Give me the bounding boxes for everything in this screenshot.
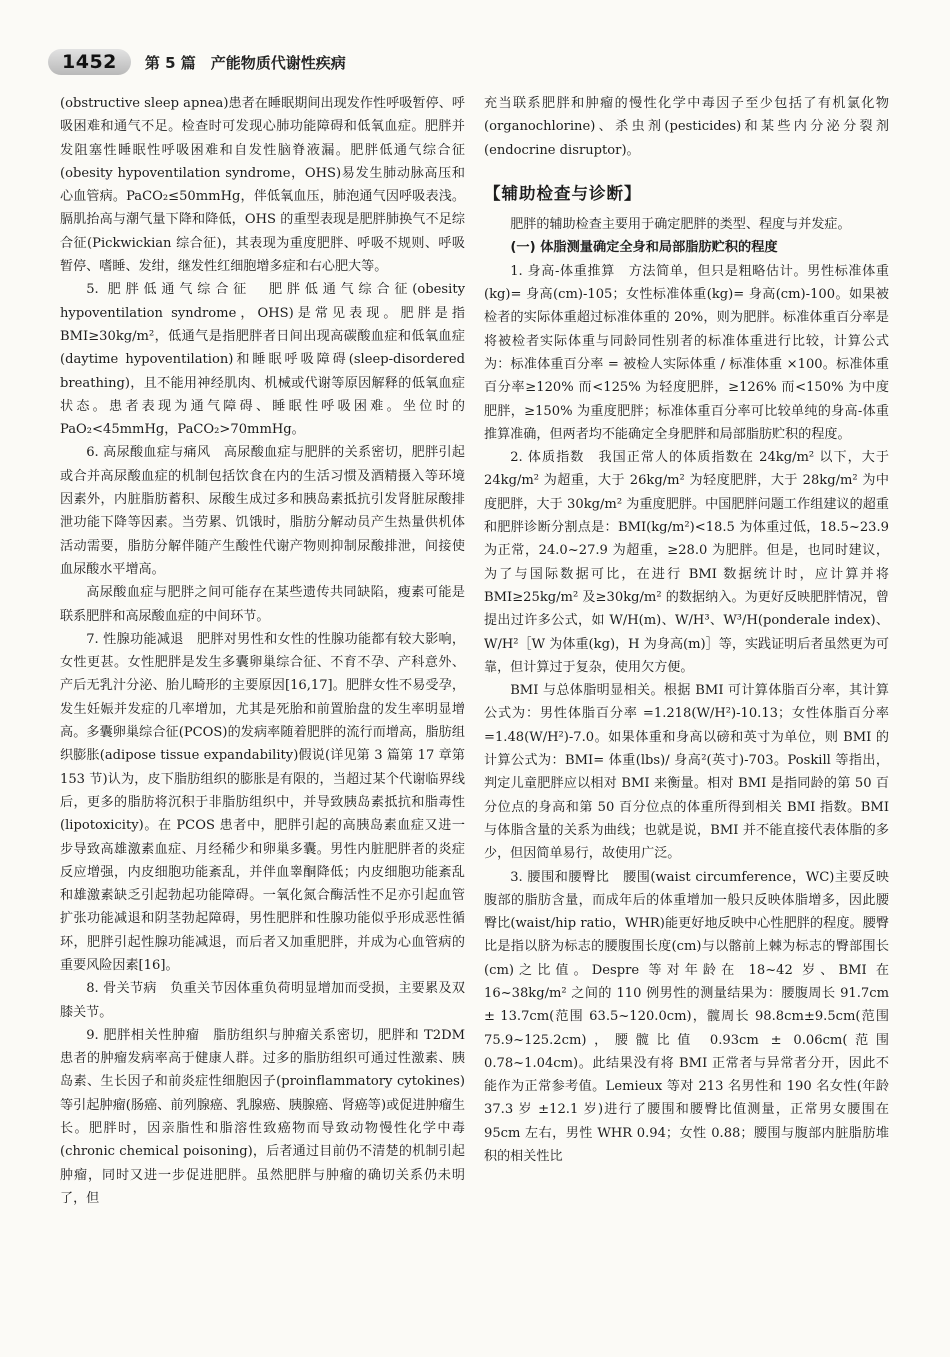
paragraph: 6. 高尿酸血症与痛风 高尿酸血症与肥胖的关系密切，肥胖引起或合并高尿酸血症的机制包括饮食在内的生活习惯及酒精摄入等环境因素外，内脏脂肪蓄积、尿酸生成过多和胰岛素抵抗引发肾脏尿酸排泄功能下降等因素。当劳累、饥饿时，脂肪分解动员产生热量供机体活动需要，脂肪分解伴随产生酸性代谢产物则抑制尿酸排泄，间接使血尿酸水平增高。	[60, 445, 465, 577]
paragraph: (obstructive sleep apnea)患者在睡眠期间出现发作性呼吸暂停、呼吸困难和通气不足。检查时可发现心肺功能障碍和低氧血症。肥胖并发阻塞性睡眠性呼吸困难和自发性脑脊液漏。肥胖低通气综合征(obesity hypoventilation syndrome，OHS)易发生肺动脉高压和心血管病。PaCO₂≤50mmHg，伴低氧血压，肺泡通气因呼吸表浅。膈肌抬高与潮气量下降和降低，OHS 的重型表现是肥胖肺换气不足综合征(Pickwickian 综合征)，其表现为重度肥胖、呼吸不规则、呼吸暂停、嗜睡、发绀，继发性红细胞增多症和右心肥大等。	[60, 96, 465, 275]
right-column	[484, 92, 889, 1168]
paragraph: 8. 骨关节病 负重关节因体重负荷明显增加而受损，主要累及双膝关节。	[60, 981, 465, 1020]
section-title: 【辅助检查与诊断】	[484, 183, 642, 203]
paragraph: 9. 肥胖相关性肿瘤 脂肪组织与肿瘤关系密切，肥胖和 T2DM 患者的肿瘤发病率高于健康人群。过多的脂肪组织可通过性激素、胰岛素、生长因子和前炎症性细胞因子(proinflammatory cytokines)等引起肿瘤(肠癌、前列腺癌、乳腺癌、胰腺癌、肾癌等)或促进肿瘤生长。肥胖时，因亲脂性和脂溶性致癌物而导致动物慢性化学中毒(chronic chemical poisoning)，后者通过目前仍不清楚的机制引起肿瘤，同时又进一步促进肥胖。虽然肥胖与肿瘤的确切关系仍未明了，但	[60, 1027, 465, 1206]
page-number: 1452	[48, 49, 131, 75]
paragraph: 1. 身高-体重推算 方法简单，但只是粗略估计。男性标准体重(kg)= 身高(cm)-105；女性标准体重(kg)= 身高(cm)-100。如果被检者的实际体重超过标准体重的 20%，则为肥胖。标准体重百分率是将被检者实际体重与同龄同性别者的标准体重进行比较，计算公式为：标准体重百分率 = 被检人实际体重 / 标准体重 ×100。标准体重百分率≥120% 而<125% 为轻度肥胖，≥126% 而<150% 为中度肥胖，≥150% 为重度肥胖；标准体重百分率可比较单纯的身高-体重推算准确，但两者均不能确定全身肥胖和局部脂肪贮积的程度。	[484, 263, 889, 442]
paragraph: 3. 腰围和腰臀比 腰围(waist circumference，WC)主要反映腹部的脂肪含量，而成年后的体重增加一般只反映体脂增多，因此腰臀比(waist/hip ratio，WHR)能更好地反映中心性肥胖的程度。腰臀比是指以脐为标志的腰腹围长度(cm)与以髂前上棘为标志的臀部围长(cm)之比值。Despre 等对年龄在 18~42 岁、BMI 在 16~38kg/m² 之间的 110 例男性的测量结果为：腰腹周长 91.7cm ± 13.7cm(范围 63.5~120.0cm)，髋周长 98.8cm±9.5cm(范围 75.9~125.2cm)，腰髋比值 0.93cm ± 0.06cm(范围 0.78~1.04cm)。此结果没有将 BMI 正常者与异常者分开，因此不能作为正常参考值。Lemieux 等对 213 名男性和 190 名女性(年龄 37.3 岁 ±12.1 岁)进行了腰围和腰臀比值测量，正常男女腰围在 95cm 左右，男性 WHR 0.94；女性 0.88；腰围与腹部内脏脂肪堆积的相关性比	[484, 869, 889, 1165]
left-column	[60, 92, 465, 1210]
paragraph: 高尿酸血症与肥胖之间可能存在某些遗传共同缺陷，瘦素可能是联系肥胖和高尿酸血症的中间环节。	[60, 585, 465, 624]
paragraph: 7. 性腺功能减退 肥胖对男性和女性的性腺功能都有较大影响，女性更甚。女性肥胖是发生多囊卵巢综合征、不育不孕、产科意外、产后无乳汁分泌、胎儿畸形的主要原因[16,17]。肥胖女性不易受孕，发生妊娠并发症的几率增加，尤其是死胎和前置胎盘的发生率明显增高。多囊卵巢综合征(PCOS)的发病率随着肥胖的流行而增高，脂肪组织膨胀(adipose tissue expandability)假说(详见第 3 篇第 17 章第 153 节)认为，皮下脂肪组织的膨胀是有限的，当超过某个代谢临界线后，更多的脂肪将沉积于非脂肪组织中，并导致胰岛素抵抗和脂毒性(lipotoxicity)。在 PCOS 患者中，肥胖引起的高胰岛素血症又进一步导致高雄激素血症、月经稀少和卵巢多囊。男性内脏肥胖者的炎症反应增强，内皮细胞功能紊乱，并伴血睾酮降低；内皮细胞功能紊乱和雄激素缺乏引起勃起功能障碍。一氧化氮合酶活性不足亦引起血管扩张功能减退和阴茎勃起障碍，男性肥胖和性腺功能似乎形成恶性循环，肥胖引起性腺功能减退，而后者又加重肥胖，并成为心血管病的重要风险因素[16]。	[60, 631, 465, 973]
page-header	[48, 44, 908, 80]
running-head: 第 5 篇 产能物质代谢性疾病	[144, 53, 346, 72]
paragraph: 2. 体质指数 我国正常人的体质指数在 24kg/m² 以下，大于 24kg/m² 为超重，大于 26kg/m² 为轻度肥胖，大于 28kg/m² 为中度肥胖，大于 30kg/m² 为重度肥胖。中国肥胖问题工作组建议的超重和肥胖诊断分割点是：BMI(kg/m²)<18.5 为体重过低，18.5~23.9 为正常，24.0~27.9 为超重，≥28.0 为肥胖。但是，也同时建议，为了与国际数据可比，在进行 BMI 数据统计时，应计算并将 BMI≥25kg/m² 及≥30kg/m² 的数据纳入。为更好反映肥胖情况，曾提出过许多公式，如 W/H(m)、W/H³、W³/H(ponderale index)、W/H²［W 为体重(kg)，H 为身高(m)］等，实践证明后者虽然更为可靠，但计算过于复杂，使用欠方便。	[484, 450, 889, 675]
paragraph: 5. 肥胖低通气综合征 肥胖低通气综合征(obesity hypoventilation syndrome，OHS)是常见表现。肥胖是指 BMI≥30kg/m²，低通气是指肥胖者日间出现高碳酸血症和低氧血症(daytime hypoventilation)和睡眠呼吸障碍(sleep-disordered breathing)，且不能用神经肌肉、机械或代谢等原因解释的低氧血症状态。患者表现为通气障碍、睡眠性呼吸困难。坐位时的 PaO₂<45mmHg，PaCO₂>70mmHg。	[60, 282, 465, 438]
subsection-title: (一) 体脂测量确定全身和局部脂肪贮积的程度	[510, 240, 778, 256]
paragraph: BMI 与总体脂明显相关。根据 BMI 可计算体脂百分率，其计算公式为：男性体脂百分率 =1.218(W/H²)-10.13；女性体脂百分率 =1.48(W/H²)-7.0。如果体重和身高以磅和英寸为单位，则 BMI 的计算公式为：BMI= 体重(lbs)/ 身高²(英寸)-703。Poskill 等指出，判定儿童肥胖应以相对 BMI 来衡量。相对 BMI 是指同龄的第 50 百分位点的身高和第 50 百分位点的体重所得到相关 BMI 指数。BMI 与体脂含量的关系为曲线；也就是说，BMI 并不能直接代表体脂的多少，但因简单易行，故使用广泛。	[484, 683, 889, 862]
paragraph: 充当联系肥胖和肿瘤的慢性化学中毒因子至少包括了有机氯化物(organochlorine)、杀虫剂(pesticides)和某些内分泌分裂剂(endocrine disruptor)。	[484, 96, 889, 158]
paragraph: 肥胖的辅助检查主要用于确定肥胖的类型、程度与并发症。	[510, 217, 851, 233]
